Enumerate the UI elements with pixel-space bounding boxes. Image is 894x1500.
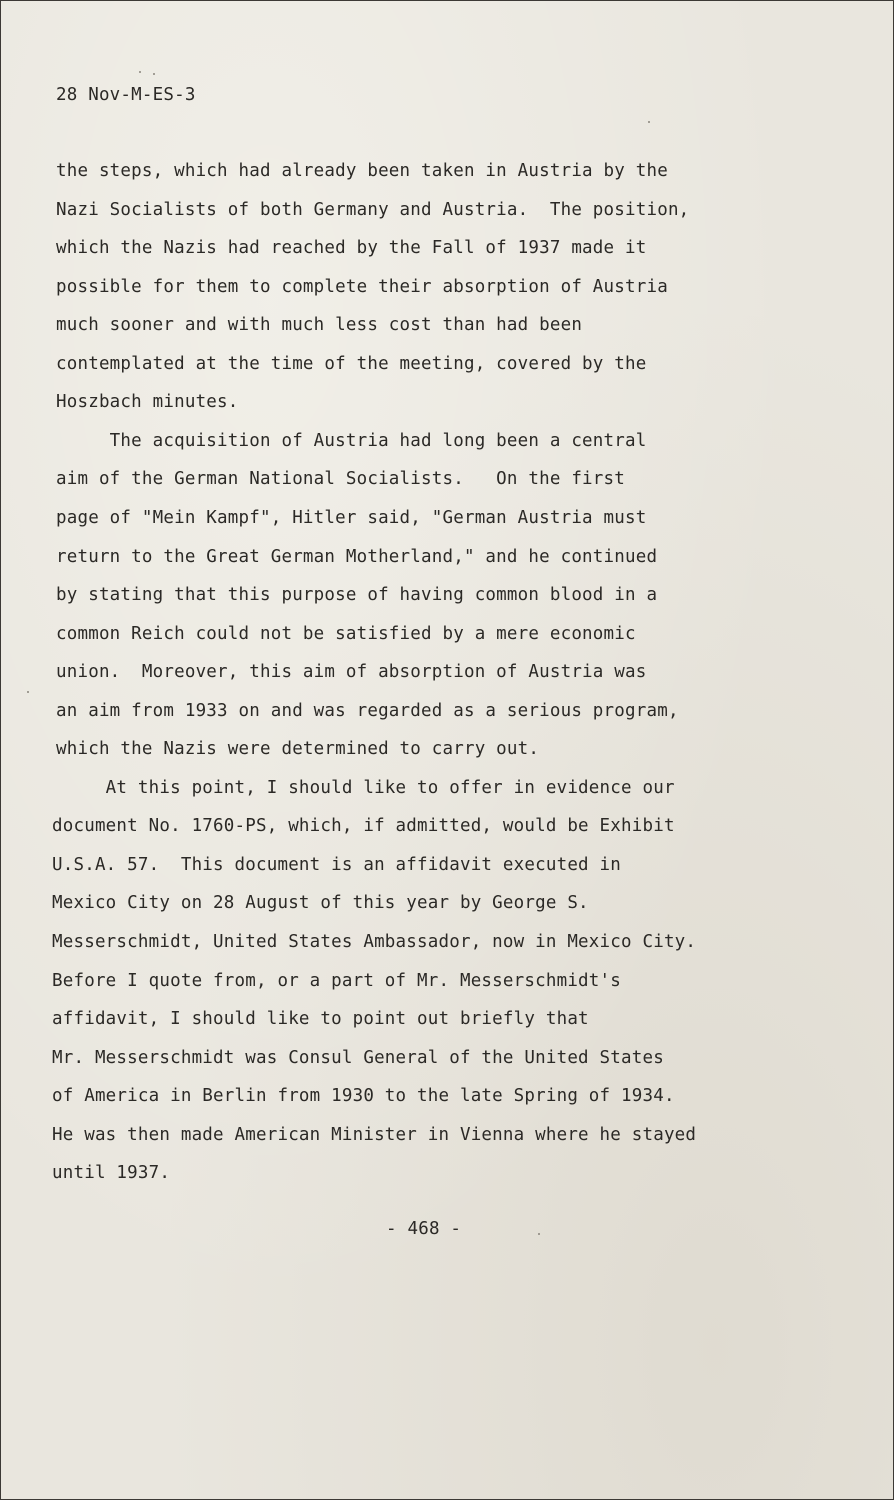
text-line: Mr. Messerschmidt was Consul General of the United States — [52, 1048, 664, 1068]
text-line: union. Moreover, this aim of absorption of Austria was — [56, 662, 647, 682]
text-line: page of "Mein Kampf", Hitler said, "German Austria must — [56, 508, 647, 528]
text-line: At this point, I should like to offer in evidence our — [52, 778, 675, 798]
text-line: an aim from 1933 on and was regarded as a serious program, — [56, 701, 679, 721]
text-line: much sooner and with much less cost than had been — [56, 315, 583, 335]
text-line: of America in Berlin from 1930 to the late Spring of 1934. — [52, 1086, 675, 1106]
paper-speck — [538, 1233, 540, 1235]
page-number: - 468 - — [386, 1219, 462, 1239]
paper-speck — [648, 121, 650, 123]
paper-speck — [27, 691, 29, 693]
text-line: possible for them to complete their absorption of Austria — [56, 277, 668, 297]
text-line: the steps, which had already been taken in Austria by the — [56, 161, 668, 181]
text-line: U.S.A. 57. This document is an affidavit executed in — [52, 855, 622, 875]
text-line: which the Nazis were determined to carry out. — [56, 739, 540, 759]
text-line: Messerschmidt, United States Ambassador, now in Mexico City. — [52, 932, 697, 952]
text-line: contemplated at the time of the meeting, covered by the — [56, 354, 647, 374]
text-line: affidavit, I should like to point out briefly that — [52, 1009, 589, 1029]
text-line: until 1937. — [52, 1163, 171, 1183]
text-line: The acquisition of Austria had long been a central — [56, 431, 647, 451]
text-line: which the Nazis had reached by the Fall of 1937 made it — [56, 238, 647, 258]
paper-speck — [153, 73, 155, 75]
paper-speck — [139, 71, 141, 73]
text-line: Hoszbach minutes. — [56, 392, 239, 412]
text-line: document No. 1760-PS, which, if admitted, would be Exhibit — [52, 816, 675, 836]
text-line: Before I quote from, or a part of Mr. Messerschmidt's — [52, 971, 622, 991]
text-line: Mexico City on 28 August of this year by George S. — [52, 893, 589, 913]
text-line: common Reich could not be satisfied by a mere economic — [56, 624, 636, 644]
page-header-reference: 28 Nov-M-ES-3 — [56, 85, 196, 105]
text-line: aim of the German National Socialists. On the first — [56, 469, 626, 489]
text-line: return to the Great German Motherland," and he continued — [56, 547, 658, 567]
text-line: He was then made American Minister in Vienna where he stayed — [52, 1125, 697, 1145]
text-line: Nazi Socialists of both Germany and Austria. The position, — [56, 200, 690, 220]
text-line: by stating that this purpose of having common blood in a — [56, 585, 658, 605]
